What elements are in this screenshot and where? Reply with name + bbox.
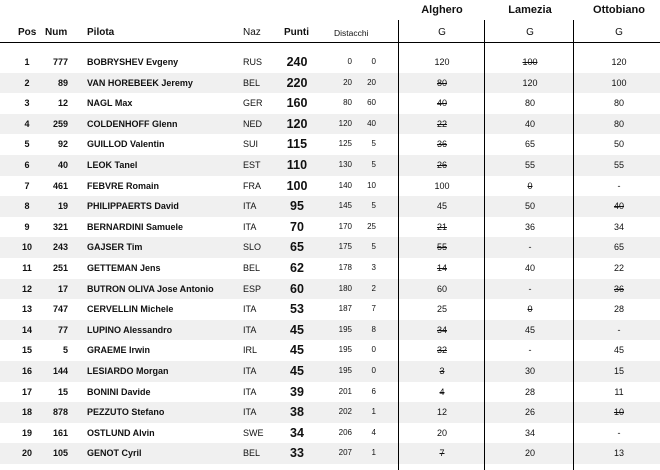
table-row <box>0 299 660 320</box>
gap-leader-cell: 80 <box>343 98 352 108</box>
race-alghero-points-cell: 26 <box>436 160 447 170</box>
table-row <box>0 258 660 279</box>
header-divider <box>0 42 660 43</box>
race-lamezia-points-cell: 50 <box>524 201 535 212</box>
pos-cell: 4 <box>24 118 30 129</box>
points-cell: 70 <box>290 219 304 234</box>
race-alghero-points-cell: 21 <box>436 221 447 232</box>
nationality-cell: ITA <box>243 221 257 232</box>
gap-leader-cell: 125 <box>338 139 352 149</box>
table-row <box>0 423 660 444</box>
pos-cell: 14 <box>21 324 32 335</box>
nationality-cell: BEL <box>243 448 261 459</box>
rider-number-cell: 251 <box>52 263 68 273</box>
rider-name-cell: PHILIPPAERTS David <box>87 201 179 212</box>
table-row <box>0 402 660 423</box>
race-lamezia-points-cell: 65 <box>524 139 535 150</box>
points-cell: 160 <box>286 96 308 111</box>
race-lamezia-points-cell: 30 <box>524 366 535 376</box>
race-lamezia-points-cell: 80 <box>524 98 535 109</box>
gap-previous-cell: 5 <box>371 160 376 169</box>
table-row <box>0 279 660 300</box>
race-ottobiano-points-cell: 50 <box>613 139 624 150</box>
race-alghero-points-cell: 55 <box>436 242 447 253</box>
points-cell: 65 <box>290 240 304 255</box>
race-lamezia-points-cell: 28 <box>524 386 535 397</box>
rider-name-cell: GRAEME Irwin <box>87 345 151 356</box>
pos-cell: 3 <box>24 98 30 109</box>
pos-cell: 15 <box>21 345 32 356</box>
gap-leader-cell: 178 <box>338 263 352 272</box>
col-header-race3-g: G <box>615 27 623 38</box>
race-ottobiano-points-cell: 34 <box>613 221 624 232</box>
gap-previous-cell: 3 <box>371 263 376 272</box>
points-cell: 45 <box>290 322 304 337</box>
rider-name-cell: FEBVRE Romain <box>87 180 160 191</box>
gap-previous-cell: 0 <box>371 57 376 66</box>
gap-previous-cell: 0 <box>371 366 376 375</box>
col-header-pos: Pos <box>18 27 37 38</box>
race-lamezia-points-cell: 20 <box>524 448 535 459</box>
race-alghero-points-cell: 7 <box>439 448 445 459</box>
table-row <box>0 134 660 155</box>
points-cell: 39 <box>290 384 304 399</box>
race-header-alghero: Alghero <box>421 4 463 16</box>
table-row <box>0 237 660 258</box>
race-ottobiano-points-cell: 22 <box>613 263 624 273</box>
gap-leader-cell: 201 <box>338 386 352 396</box>
table-row <box>0 155 660 176</box>
gap-previous-cell: 5 <box>371 139 376 149</box>
points-cell: 240 <box>286 55 308 69</box>
gap-previous-cell: 4 <box>371 427 376 437</box>
rider-number-cell: 92 <box>57 139 68 150</box>
gap-leader-cell: 0 <box>347 57 352 66</box>
race-ottobiano-points-cell: 45 <box>613 345 624 356</box>
race-lamezia-points-cell: 40 <box>524 263 535 273</box>
points-cell: 60 <box>290 281 304 296</box>
rider-number-cell: 461 <box>52 180 68 191</box>
race-ottobiano-points-cell: - <box>617 427 621 438</box>
rider-name-cell: BOBRYSHEV Evgeny <box>87 57 179 67</box>
rider-name-cell: BUTRON OLIVA Jose Antonio <box>87 283 214 294</box>
nationality-cell: GER <box>243 98 263 109</box>
gap-leader-cell: 202 <box>338 407 352 417</box>
rider-number-cell: 321 <box>52 221 68 232</box>
table-row <box>0 52 660 73</box>
race-lamezia-points-cell: - <box>528 283 532 294</box>
rider-number-cell: 777 <box>52 57 68 67</box>
points-cell: 120 <box>286 116 308 131</box>
col-header-pilota: Pilota <box>87 27 115 38</box>
race-lamezia-points-cell: 40 <box>524 118 535 129</box>
gap-leader-cell: 206 <box>338 427 352 437</box>
race-lamezia-points-cell: 45 <box>524 324 535 335</box>
rider-name-cell: OSTLUND Alvin <box>87 427 155 438</box>
pos-cell: 18 <box>21 407 32 418</box>
race-ottobiano-points-cell: 65 <box>613 242 624 253</box>
nationality-cell: BEL <box>243 263 261 273</box>
nationality-cell: RUS <box>243 57 263 67</box>
nationality-cell: SLO <box>243 242 262 253</box>
gap-previous-cell: 20 <box>367 77 376 87</box>
pos-cell: 2 <box>24 77 30 88</box>
pos-cell: 7 <box>24 180 30 191</box>
pos-cell: 16 <box>21 366 32 376</box>
rider-name-cell: GENOT Cyril <box>87 448 142 459</box>
rider-number-cell: 144 <box>52 366 68 376</box>
table-row <box>0 340 660 361</box>
pos-cell: 8 <box>24 201 30 212</box>
nationality-cell: EST <box>243 160 261 170</box>
points-cell: 95 <box>290 199 304 214</box>
race-ottobiano-points-cell: 28 <box>613 304 624 315</box>
race-ottobiano-points-cell: - <box>617 324 621 335</box>
rider-name-cell: LEOK Tanel <box>87 160 138 170</box>
rider-number-cell: 89 <box>57 77 68 88</box>
nationality-cell: BEL <box>243 77 261 88</box>
race-ottobiano-points-cell: 80 <box>613 98 624 109</box>
points-cell: 45 <box>290 343 304 358</box>
rider-name-cell: GUILLOD Valentin <box>87 139 165 150</box>
points-cell: 110 <box>286 158 308 172</box>
rider-number-cell: 19 <box>57 201 68 212</box>
race-lamezia-points-cell: 120 <box>522 77 538 88</box>
points-cell: 100 <box>286 178 308 193</box>
race-alghero-points-cell: 14 <box>436 263 447 273</box>
rider-name-cell: NAGL Max <box>87 98 133 109</box>
col-header-num: Num <box>45 27 68 38</box>
points-cell: 62 <box>290 261 304 275</box>
gap-previous-cell: 0 <box>371 345 376 355</box>
race-ottobiano-points-cell: 15 <box>613 366 624 376</box>
gap-leader-cell: 120 <box>338 118 352 128</box>
gap-leader-cell: 195 <box>338 345 352 355</box>
race-lamezia-points-cell: 34 <box>524 427 535 438</box>
race-lamezia-points-cell: 100 <box>522 57 538 67</box>
gap-leader-cell: 175 <box>338 242 352 252</box>
race-alghero-points-cell: 36 <box>436 139 447 150</box>
pos-cell: 11 <box>22 263 32 273</box>
nationality-cell: IRL <box>243 345 258 356</box>
race-alghero-points-cell: 20 <box>436 427 447 438</box>
rider-number-cell: 878 <box>52 407 68 418</box>
race-lamezia-points-cell: 0 <box>527 180 533 191</box>
col-header-race2-g: G <box>526 27 534 38</box>
table-row <box>0 196 660 217</box>
nationality-cell: FRA <box>243 180 261 191</box>
points-cell: 45 <box>290 364 304 378</box>
pos-cell: 6 <box>24 160 30 170</box>
race-lamezia-points-cell: - <box>528 345 532 356</box>
gap-previous-cell: 6 <box>371 386 376 396</box>
nationality-cell: SUI <box>243 139 259 150</box>
gap-previous-cell: 1 <box>371 448 376 458</box>
table-row <box>0 93 660 114</box>
race-alghero-points-cell: 45 <box>436 201 447 212</box>
nationality-cell: ITA <box>243 386 257 397</box>
race-lamezia-points-cell: 36 <box>524 221 535 232</box>
race-alghero-points-cell: 25 <box>436 304 447 315</box>
pos-cell: 13 <box>21 304 32 315</box>
pos-cell: 10 <box>21 242 32 253</box>
race-alghero-points-cell: 80 <box>436 77 447 88</box>
table-row <box>0 443 660 464</box>
table-row <box>0 361 660 382</box>
rider-name-cell: BONINI Davide <box>87 386 151 397</box>
rider-number-cell: 161 <box>52 427 68 438</box>
pos-cell: 1 <box>24 57 30 67</box>
pos-cell: 19 <box>21 427 32 438</box>
race-ottobiano-points-cell: 100 <box>611 77 627 88</box>
rider-name-cell: PEZZUTO Stefano <box>87 407 165 418</box>
points-cell: 220 <box>286 75 308 90</box>
nationality-cell: ITA <box>243 407 257 418</box>
separator-line <box>484 20 485 470</box>
rider-number-cell: 243 <box>52 242 68 253</box>
gap-leader-cell: 195 <box>338 366 352 375</box>
points-cell: 38 <box>290 405 304 420</box>
race-alghero-points-cell: 60 <box>436 283 447 294</box>
race-alghero-points-cell: 120 <box>434 57 450 67</box>
race-alghero-points-cell: 40 <box>436 98 447 109</box>
race-alghero-points-cell: 22 <box>436 118 447 129</box>
rider-number-cell: 12 <box>57 98 68 109</box>
col-header-distacchi: Distacchi <box>334 28 369 38</box>
rider-number-cell: 747 <box>52 304 68 315</box>
race-alghero-points-cell: 4 <box>439 386 445 397</box>
pos-cell: 9 <box>24 221 30 232</box>
points-cell: 53 <box>290 302 304 317</box>
rider-name-cell: LESIARDO Morgan <box>87 366 169 376</box>
nationality-cell: ITA <box>243 366 257 376</box>
gap-leader-cell: 180 <box>338 283 352 293</box>
pos-cell: 17 <box>21 386 32 397</box>
nationality-cell: SWE <box>243 427 264 438</box>
table-row <box>0 114 660 135</box>
rider-number-cell: 15 <box>57 386 68 397</box>
race-ottobiano-points-cell: 40 <box>613 201 624 212</box>
nationality-cell: ITA <box>243 201 257 212</box>
rider-name-cell: COLDENHOFF Glenn <box>87 118 178 129</box>
gap-leader-cell: 207 <box>338 448 352 458</box>
gap-leader-cell: 130 <box>338 160 352 169</box>
pos-cell: 5 <box>24 139 30 150</box>
table-row <box>0 320 660 341</box>
race-lamezia-points-cell: 26 <box>524 407 535 418</box>
pos-cell: 20 <box>21 448 32 459</box>
nationality-cell: ESP <box>243 283 262 294</box>
race-lamezia-points-cell: - <box>528 242 532 253</box>
race-ottobiano-points-cell: 13 <box>613 448 624 459</box>
gap-previous-cell: 1 <box>371 407 376 417</box>
race-header-lamezia: Lamezia <box>508 4 552 16</box>
rider-number-cell: 40 <box>57 160 68 170</box>
gap-previous-cell: 25 <box>367 221 376 231</box>
race-alghero-points-cell: 34 <box>436 324 447 335</box>
col-header-naz: Naz <box>243 27 261 38</box>
race-alghero-points-cell: 12 <box>436 407 447 418</box>
rider-number-cell: 259 <box>52 118 68 129</box>
gap-leader-cell: 195 <box>338 324 352 334</box>
race-lamezia-points-cell: 55 <box>524 160 535 170</box>
race-alghero-points-cell: 3 <box>439 366 445 376</box>
points-cell: 33 <box>290 446 304 461</box>
rider-name-cell: GETTEMAN Jens <box>87 263 161 273</box>
race-ottobiano-points-cell: 80 <box>613 118 624 129</box>
race-ottobiano-points-cell: 55 <box>613 160 624 170</box>
rider-name-cell: BERNARDINI Samuele <box>87 221 184 232</box>
gap-previous-cell: 40 <box>367 118 376 128</box>
gap-previous-cell: 8 <box>371 324 376 334</box>
gap-previous-cell: 7 <box>371 304 376 314</box>
table-row <box>0 73 660 94</box>
gap-leader-cell: 20 <box>343 77 352 87</box>
race-alghero-points-cell: 100 <box>434 180 450 191</box>
gap-leader-cell: 145 <box>338 201 352 211</box>
nationality-cell: ITA <box>243 304 257 315</box>
col-header-punti: Punti <box>284 27 309 38</box>
table-row <box>0 217 660 238</box>
gap-previous-cell: 5 <box>371 201 376 211</box>
points-cell: 34 <box>290 425 304 440</box>
rider-number-cell: 17 <box>57 283 68 294</box>
separator-line <box>398 20 399 470</box>
race-lamezia-points-cell: 0 <box>527 304 533 315</box>
race-ottobiano-points-cell: - <box>617 180 621 191</box>
race-ottobiano-points-cell: 11 <box>614 386 624 397</box>
race-ottobiano-points-cell: 36 <box>613 283 624 294</box>
race-ottobiano-points-cell: 120 <box>611 57 627 67</box>
rider-number-cell: 105 <box>52 448 68 459</box>
race-header-ottobiano: Ottobiano <box>593 4 645 16</box>
rider-number-cell: 77 <box>57 324 68 335</box>
gap-previous-cell: 60 <box>367 98 376 108</box>
gap-previous-cell: 2 <box>371 283 376 293</box>
separator-line <box>573 20 574 470</box>
gap-previous-cell: 10 <box>367 180 376 190</box>
rider-name-cell: GAJSER Tim <box>87 242 143 253</box>
rider-number-cell: 5 <box>62 345 68 356</box>
gap-leader-cell: 187 <box>338 304 352 314</box>
race-ottobiano-points-cell: 10 <box>613 407 624 418</box>
pos-cell: 12 <box>21 283 32 294</box>
gap-leader-cell: 140 <box>338 180 352 190</box>
race-alghero-points-cell: 32 <box>436 345 447 356</box>
nationality-cell: ITA <box>243 324 257 335</box>
gap-leader-cell: 170 <box>338 221 352 231</box>
col-header-race1-g: G <box>438 27 446 38</box>
rider-name-cell: VAN HOREBEEK Jeremy <box>87 77 193 88</box>
rider-name-cell: CERVELLIN Michele <box>87 304 174 315</box>
table-row <box>0 176 660 197</box>
nationality-cell: NED <box>243 118 263 129</box>
rider-name-cell: LUPINO Alessandro <box>87 324 173 335</box>
points-cell: 115 <box>286 137 308 152</box>
gap-previous-cell: 5 <box>371 242 376 252</box>
table-row <box>0 382 660 403</box>
